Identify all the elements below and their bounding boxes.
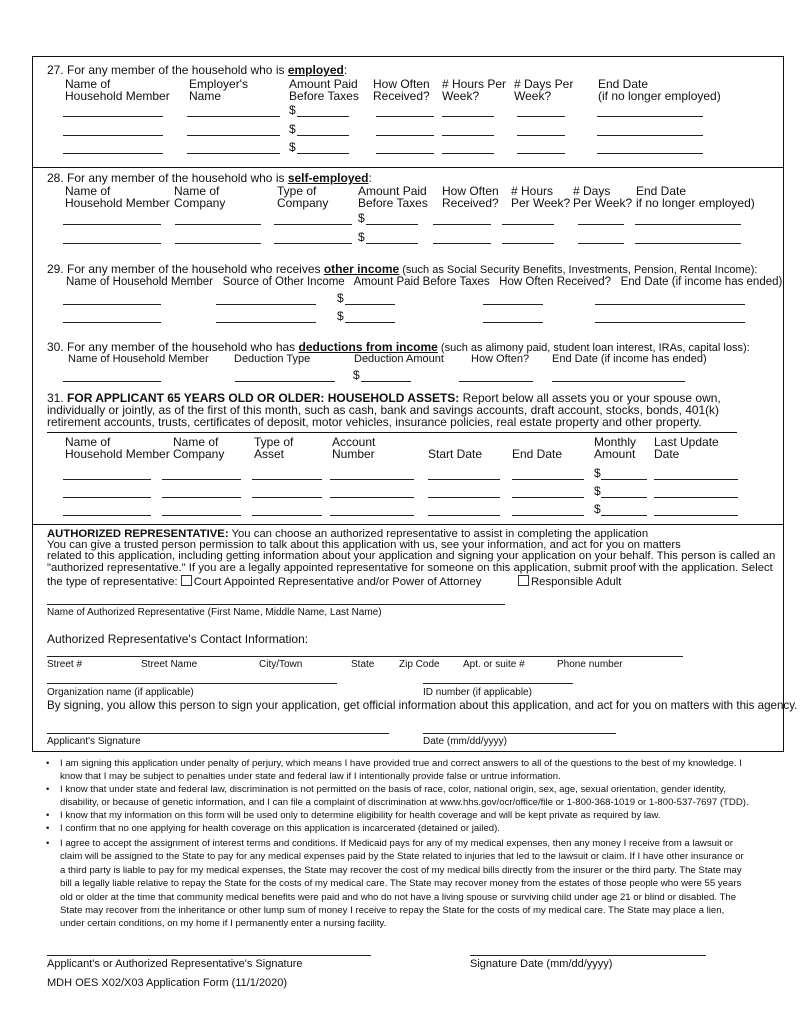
dollar-sign: $ <box>289 103 296 117</box>
q28-title: 28. For any member of the household who is self-employed: <box>47 171 372 185</box>
dollar-sign: $ <box>289 140 296 154</box>
org-name-label: Organization name (if applicable) <box>47 687 194 698</box>
q31-line2: individually or jointly, as of the first of this month, such as cash, bank and savings accounts, draft account, stocks, bonds, 401(k) <box>47 403 719 417</box>
final-date-line[interactable] <box>470 955 706 956</box>
q31-title: 31. FOR APPLICANT 65 YEARS OLD OR OLDER: HOUSEHOLD ASSETS: Report below all assets you or your spouse own, <box>47 391 721 405</box>
q27-col-member: Name of Household Member <box>65 77 170 103</box>
auth-line4: "authorized representative." If you are a legally appointed representative for someone on this application, submit proof with the application. Select <box>47 562 773 574</box>
q31-line3: retirement accounts, trusts, certificates of deposit, motor vehicles, insurance policies, real estate property and other property. <box>47 415 702 429</box>
auth-line5: the type of representative: Court Appointed Representative and/or Power of Attorney <box>47 576 482 588</box>
q27-col-enddate: End Date (if no longer employed) <box>598 77 721 103</box>
divider-27-28 <box>32 167 784 168</box>
q27-col-employer: Employer's Name <box>189 77 248 103</box>
dollar-sign: $ <box>358 230 365 244</box>
q30-title: 30. For any member of the household who has deductions from income (such as alimony paid, student loan interest, IRAs, capital loss): <box>47 340 750 354</box>
dollar-sign: $ <box>594 484 601 498</box>
dollar-sign: $ <box>594 502 601 516</box>
divider-31-auth <box>32 524 784 525</box>
court-rep-option[interactable]: Court Appointed Representative and/or Power of Attorney <box>181 576 482 588</box>
signature-date-label: Date (mm/dd/yyyy) <box>423 736 507 747</box>
final-date-label: Signature Date (mm/dd/yyyy) <box>470 958 613 970</box>
signature-date-line[interactable] <box>423 733 616 734</box>
dollar-sign: $ <box>594 466 601 480</box>
dollar-sign: $ <box>358 211 365 225</box>
auth-line2: You can give a trusted person permission to talk about this application with us, see your information, and act for you on matters <box>47 539 681 551</box>
rep-name-line[interactable] <box>47 604 505 605</box>
applicant-signature-label: Applicant's Signature <box>47 736 141 747</box>
contact-info-label: Authorized Representative's Contact Information: <box>47 632 309 646</box>
org-name-line[interactable] <box>47 683 337 684</box>
id-number-label: ID number (if applicable) <box>423 687 532 698</box>
q27-col-hours: # Hours Per Week? <box>442 77 507 103</box>
dollar-sign: $ <box>289 122 296 136</box>
dollar-sign: $ <box>337 291 344 305</box>
form-id: MDH OES X02/X03 Application Form (11/1/2020) <box>47 977 288 989</box>
id-number-line[interactable] <box>423 683 573 684</box>
final-signature-label: Applicant's or Authorized Representative's Signature <box>47 958 303 970</box>
checkbox-court-rep[interactable] <box>181 575 192 586</box>
responsible-adult-option[interactable]: Responsible Adult <box>518 575 621 589</box>
final-signature-line[interactable] <box>47 955 371 956</box>
q27-col-often: How Often Received? <box>373 77 430 103</box>
applicant-signature-line[interactable] <box>47 733 389 734</box>
q27-title: 27. For any member of the household who is employed: <box>47 63 348 77</box>
auth-title: AUTHORIZED REPRESENTATIVE: You can choose an authorized representative to assist in completing the application <box>47 528 649 540</box>
contact-line[interactable] <box>47 656 683 657</box>
rep-name-label: Name of Authorized Representative (First Name, Middle Name, Last Name) <box>47 607 382 618</box>
dollar-sign: $ <box>337 309 344 323</box>
q29-title: 29. For any member of the household who receives other income (such as Social Security Benefits, Investments, Pension, Rental Income): <box>47 262 758 276</box>
auth-line3: related to this application, including getting information about your application and signing your application on your behalf. This person is called an <box>47 550 776 562</box>
q31-rule <box>47 432 737 433</box>
q27-col-amount: Amount Paid Before Taxes <box>289 77 359 103</box>
checkbox-responsible-adult[interactable] <box>518 575 529 586</box>
signing-statement: By signing, you allow this person to sign your application, get official information about this application, and act for you on matters with this agency. <box>47 699 798 712</box>
q27-col-days: # Days Per Week? <box>514 77 574 103</box>
q29-col-headers: Name of Household Member Source of Other Income Amount Paid Before Taxes How Often Received? End Date (if income has ended) <box>66 276 783 288</box>
dollar-sign: $ <box>353 368 360 382</box>
